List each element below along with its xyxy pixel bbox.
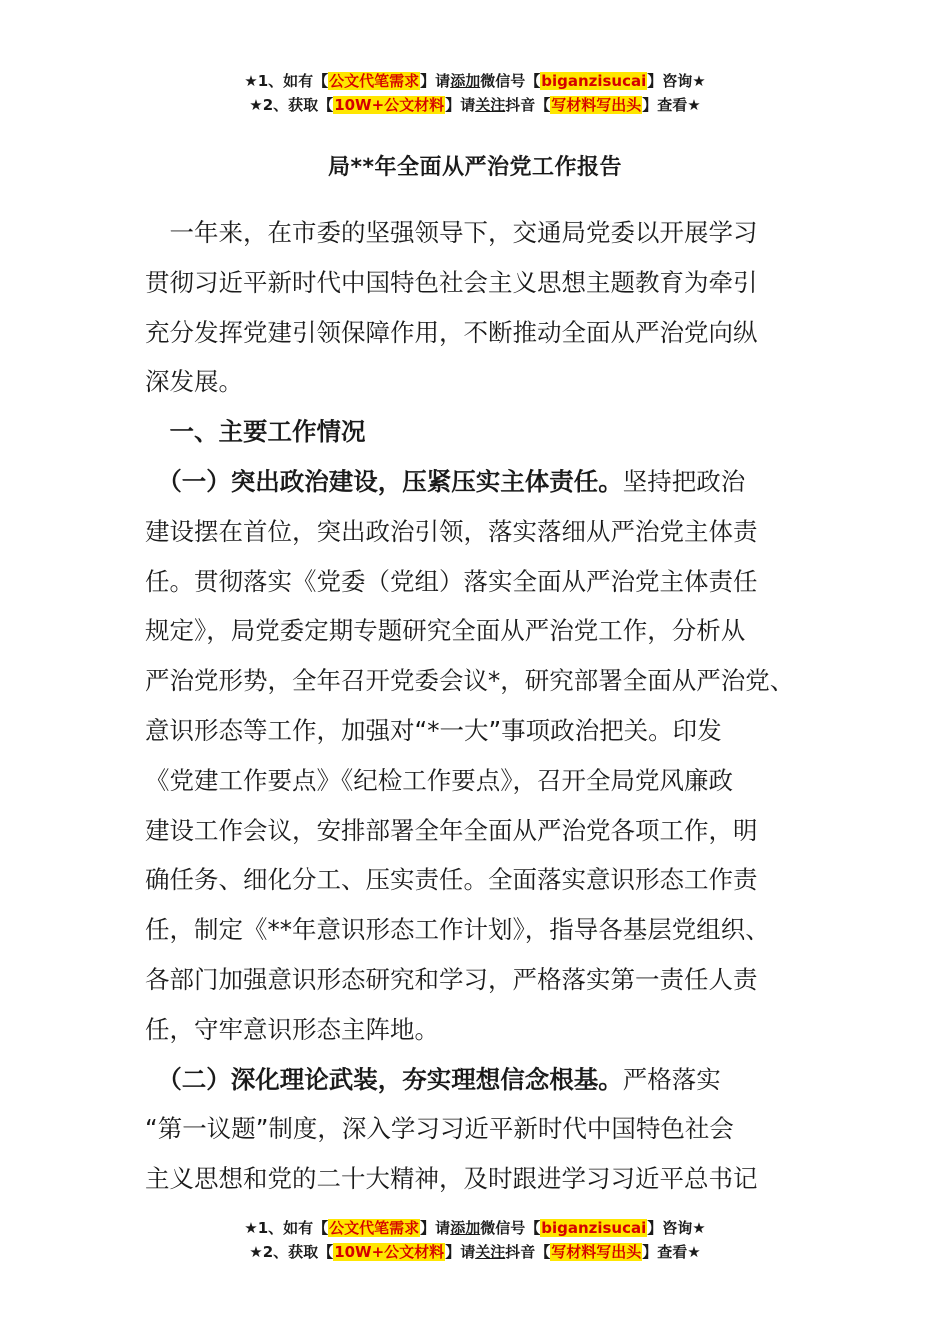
body-line: 建设工作会议，安排部署全年全面从严治党各项工作，明: [145, 815, 758, 845]
body-line: “第一议题”制度，深入学习习近平新时代中国特色社会: [145, 1114, 734, 1144]
body-line: 建设摆在首位，突出政治引领，落实落细从严治党主体责: [145, 516, 758, 546]
body-line: 任，制定《**年意识形态工作计划》，指导各基层党组织、: [145, 915, 770, 945]
banner-line-1: ★1、如有【公文代笔需求】请添加微信号【biganzisucai】咨询★: [244, 72, 706, 90]
body-line: 规定》，局党委定期专题研究全面从严治党工作，分析从: [145, 616, 746, 646]
subsection-heading: （一）突出政治建设，压紧压实主体责任。: [145, 466, 623, 496]
footer-banner: [0, 1216, 950, 1264]
body-line: 贯彻习近平新时代中国特色社会主义思想主题教育为牵引: [145, 267, 758, 297]
body-line: 意识形态等工作，加强对“*一大”事项政治把关。印发: [145, 715, 722, 745]
body-line: 确任务、细化分工、压实责任。全面落实意识形态工作责: [145, 865, 758, 895]
body-line: 任，守牢意识形态主阵地。: [145, 1014, 439, 1044]
body-line: 充分发挥党建引领保障作用，不断推动全面从严治党向纵: [145, 317, 758, 347]
banner-line-2: ★2、获取【10W+公文材料】请关注抖音【写材料写出头】查看★: [249, 96, 701, 114]
body-line: 任。贯彻落实《党委（党组）落实全面从严治党主体责任: [145, 566, 758, 596]
body-line: （一）突出政治建设，压紧压实主体责任。坚持把政治: [145, 466, 746, 496]
body-line: 各部门加强意识形态研究和学习，严格落实第一责任人责: [145, 964, 758, 994]
body-line: 严治党形势，全年召开党委会议*，研究部署全面从严治党、: [145, 666, 795, 696]
banner-line-1: ★1、如有【公文代笔需求】请添加微信号【biganzisucai】咨询★: [244, 1219, 706, 1237]
document-title: 局**年全面从严治党工作报告: [327, 155, 622, 180]
header-banner: [0, 69, 950, 117]
banner-line-2: ★2、获取【10W+公文材料】请关注抖音【写材料写出头】查看★: [249, 1243, 701, 1261]
body-line: 深发展。: [145, 367, 243, 397]
body-line: 一年来，在市委的坚强领导下，交通局党委以开展学习: [145, 218, 758, 247]
body-line: 主义思想和党的二十大精神，及时跟进学习习近平总书记: [145, 1164, 758, 1194]
section-heading: 一、主要工作情况: [145, 417, 366, 447]
body-line: （二）深化理论武装，夯实理想信念根基。严格落实: [145, 1064, 721, 1094]
subsection-heading: （二）深化理论武装，夯实理想信念根基。: [145, 1064, 623, 1094]
document-body: [145, 208, 825, 1204]
body-line: 《党建工作要点》《纪检工作要点》，召开全局党风廉政: [145, 765, 733, 795]
